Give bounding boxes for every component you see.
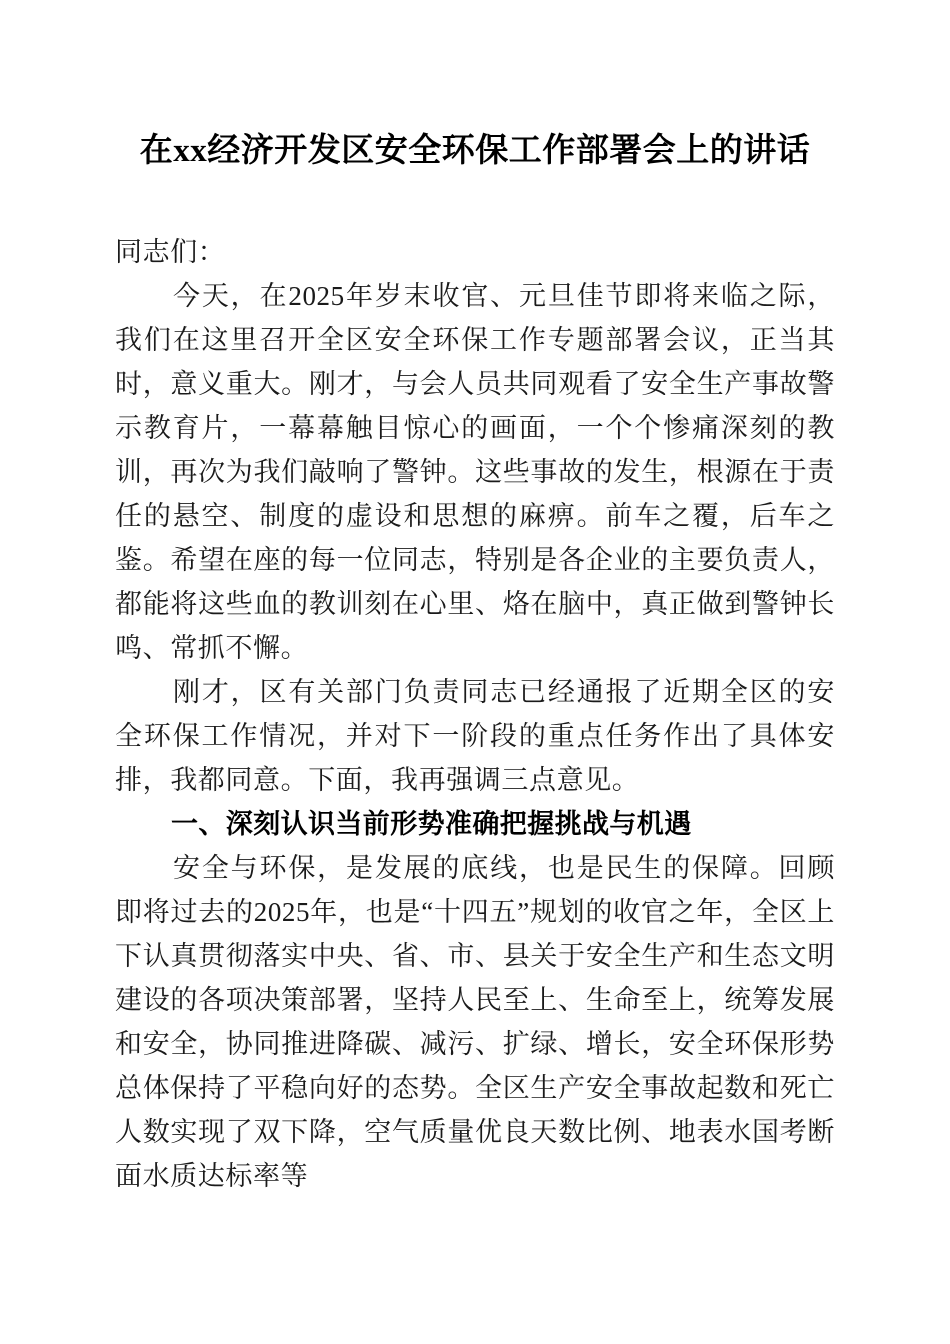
page-title: 在xx经济开发区安全环保工作部署会上的讲话 [139,133,811,169]
paragraph-intro-2: 刚才，区有关部门负责同志已经通报了近期全区的安全环保工作情况，并对下一阶段的重点任务作出了具体安排，我都同意。下面，我再强调三点意见。 [115,677,835,795]
salutation: 同志们： [115,237,226,267]
document-body [115,0,835,1198]
paragraph-intro-1: 今天，在2025年岁末收官、元旦佳节即将来临之际，我们在这里召开全区安全环保工作专题部署会议，正当其时，意义重大。刚才，与会人员共同观看了安全生产事故警示教育片，一幕幕触目惊心的画面，一个个惨痛深刻的教训，再次为我们敲响了警钟。这些事故的发生，根源在于责任的悬空、制度的虚设和思想的麻痹。前车之覆，后车之鉴。希望在座的每一位同志，特别是各企业的主要负责人，都能将这些血的教训刻在心里、烙在脑中，真正做到警钟长鸣、常抓不懈。 [115,281,835,663]
section-heading-1: 一、深刻认识当前形势准确把握挑战与机遇 [171,809,692,839]
section-1-paragraph-1: 安全与环保，是发展的底线，也是民生的保障。回顾即将过去的2025年，也是“十四五”规划的收官之年，全区上下认真贯彻落实中央、省、市、县关于安全生产和生态文明建设的各项决策部署，坚持人民至上、生命至上，统筹发展和安全，协同推进降碳、减污、扩绿、增长，安全环保形势总体保持了平稳向好的态势。全区生产安全事故起数和死亡人数实现了双下降，空气质量优良天数比例、地表水国考断面水质达标率等 [115,853,835,1191]
